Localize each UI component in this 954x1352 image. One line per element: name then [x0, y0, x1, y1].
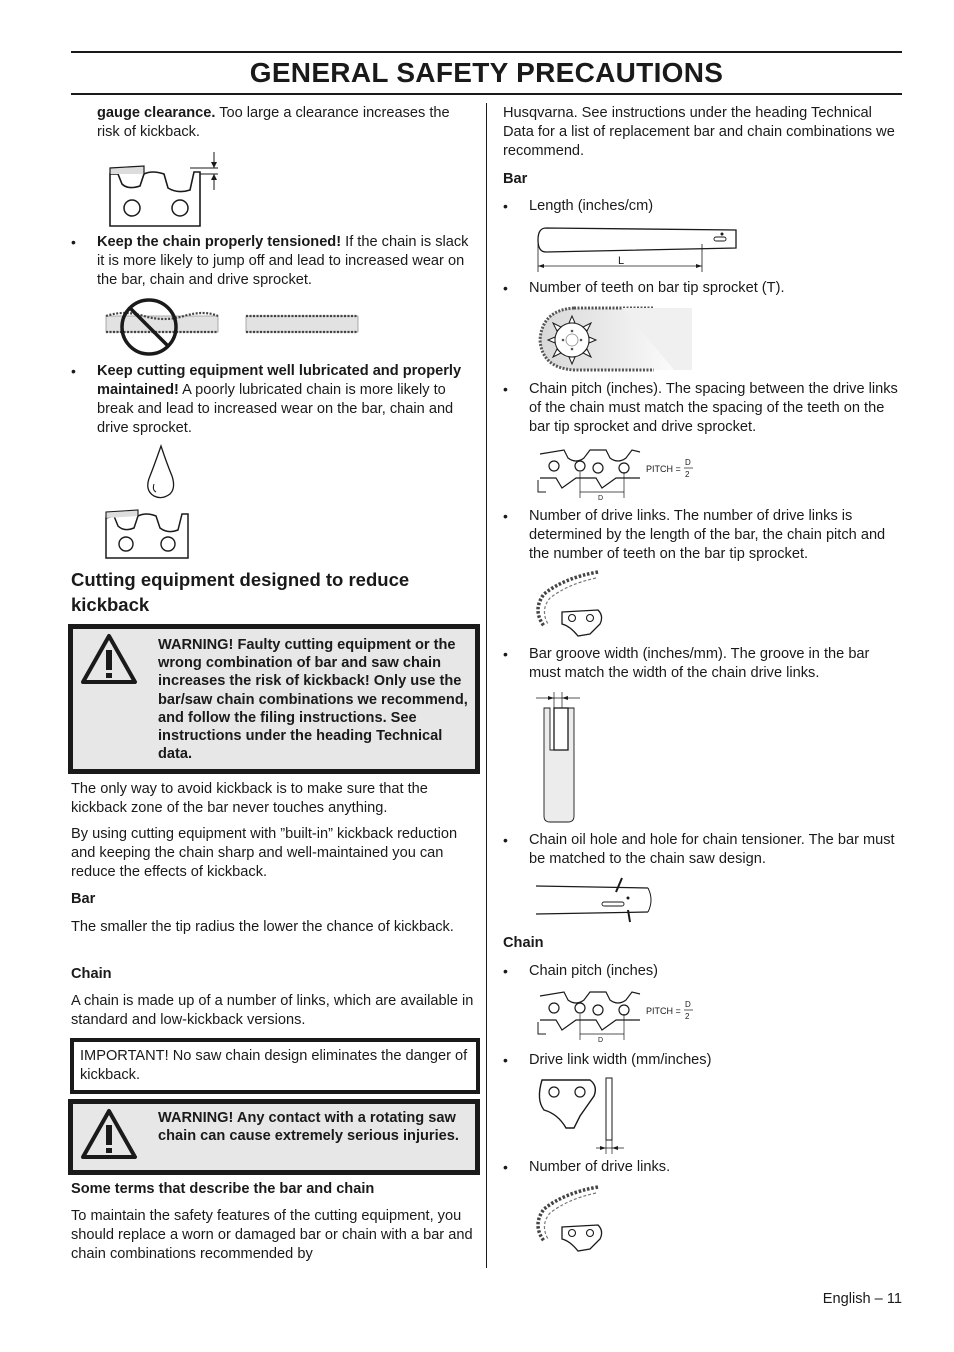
bullet-icon: • — [503, 646, 508, 662]
cutter-depth-gauge-illustration — [104, 150, 224, 230]
section-heading: Cutting equipment designed to reduce kickback — [71, 569, 410, 615]
terms-paragraph: To maintain the safety features of the cutting equipment, you should replace a worn or damaged bar or chain with a bar and chain combinations recommended by — [71, 1208, 473, 1262]
bullet-icon: • — [71, 363, 76, 379]
drive-links-illustration — [534, 1183, 614, 1257]
tension-bold: Keep the chain properly tensioned! — [97, 234, 342, 250]
kickback-paragraph: The only way to avoid kickback is to make sure that the kickback zone of the bar never touches anything. — [71, 781, 428, 816]
warning-text: WARNING! Faulty cutting equipment or the wrong combination of bar and saw chain increases the risk of kickback! Only use the bar/saw chain combinations we recommend, and follow the filing instructions. See instructions under the heading Technical data. — [158, 637, 468, 763]
bar-item: Chain pitch (inches). The spacing between the drive links of the chain must match the spacing of the teeth on the bar tip sprocket and drive sprocket. — [529, 381, 898, 435]
pitch-denominator: 2 — [685, 470, 690, 479]
bullet-icon: • — [503, 1159, 508, 1175]
gauge-clearance-bold: gauge clearance. — [97, 105, 216, 121]
header-rule-top — [71, 51, 902, 53]
bar-heading: Bar — [71, 891, 96, 907]
chain-pitch-illustration — [536, 444, 706, 502]
chain-tension-illustration — [104, 296, 364, 358]
warning-triangle-icon — [80, 633, 138, 685]
important-text: IMPORTANT! No saw chain design eliminates the danger of kickback. — [80, 1048, 468, 1083]
header-rule-bottom — [71, 93, 902, 95]
bullet-icon: • — [503, 280, 508, 296]
bar-item: Bar groove width (inches/mm). The groove in the bar must match the width of the chain drive links. — [529, 646, 870, 681]
chain-heading: Chain — [71, 966, 112, 982]
warning-text: WARNING! Any contact with a rotating saw chain can cause extremely serious injuries. — [158, 1110, 459, 1145]
right-chain-heading: Chain — [503, 935, 544, 951]
bullet-icon: • — [503, 832, 508, 848]
pitch-label: PITCH = — [646, 464, 681, 474]
page-title: GENERAL SAFETY PRECAUTIONS — [249, 57, 724, 88]
bar-item: Number of drive links. The number of drive links is determined by the length of the bar, the chain pitch and the number of teeth on the bar tip sprocket. — [529, 508, 886, 562]
pitch-numerator: D — [685, 458, 691, 467]
chain-item: Chain pitch (inches) — [529, 963, 658, 979]
warning-triangle-icon — [80, 1108, 138, 1160]
bar-item: Length (inches/cm) — [529, 198, 654, 214]
pitch-d-label: D — [598, 1037, 604, 1044]
chain-pitch-illustration — [536, 986, 706, 1044]
chain-item: Number of drive links. — [529, 1159, 671, 1175]
terms-heading: Some terms that describe the bar and chain — [71, 1181, 375, 1197]
bar-tip-sprocket-illustration — [534, 304, 694, 374]
chain-paragraph: A chain is made up of a number of links, which are available in standard and low-kickback versions. — [71, 993, 474, 1028]
tension-text: If the chain is slack it is more likely to jump off and lead to increased wear on the bar, chain and drive sprocket. — [97, 234, 469, 288]
lubrication-paragraph — [97, 362, 475, 438]
reduction-paragraph: By using cutting equipment with ”built-in” kickback reduction and keeping the chain sharp and well-maintained you can reduce the effects of kickback. — [71, 826, 458, 880]
length-label: L — [618, 255, 625, 267]
bar-paragraph: The smaller the tip radius the lower the chance of kickback. — [71, 919, 454, 935]
oil-drop-illustration — [104, 444, 196, 562]
bullet-icon: • — [503, 1052, 508, 1068]
continued-paragraph: Husqvarna. See instructions under the heading Technical Data for a list of replacement bar and chain combinations we recommend. — [503, 105, 895, 159]
chain-item: Drive link width (mm/inches) — [529, 1052, 712, 1068]
gauge-clearance-paragraph — [97, 104, 472, 142]
drive-links-illustration — [534, 568, 614, 642]
bullet-icon: • — [503, 381, 508, 397]
bullet-icon: • — [503, 963, 508, 979]
bar-groove-illustration — [536, 690, 586, 826]
oil-hole-illustration — [536, 876, 656, 924]
column-divider — [486, 103, 487, 1268]
bar-length-illustration — [536, 222, 740, 276]
pitch-numerator: D — [685, 1000, 691, 1009]
bullet-icon: • — [503, 198, 508, 214]
page-footer: English – 11 — [822, 1291, 902, 1307]
drive-link-width-illustration — [536, 1076, 626, 1156]
bullet-icon: • — [71, 234, 76, 250]
bar-item: Number of teeth on bar tip sprocket (T). — [529, 280, 785, 296]
pitch-d-label: D — [598, 495, 604, 502]
bar-item: Chain oil hole and hole for chain tensioner. The bar must be matched to the chain saw design. — [529, 832, 895, 867]
tension-paragraph — [97, 233, 472, 290]
gauge-clearance-text: Too large a clearance increases the risk of kickback. — [97, 105, 450, 140]
lubrication-text: A poorly lubricated chain is more likely to break and lead to increased wear on the bar, chain and drive sprocket. — [97, 382, 454, 436]
lubrication-bold: Keep cutting equipment well lubricated and properly maintained! — [97, 363, 462, 398]
right-bar-heading: Bar — [503, 171, 528, 187]
pitch-denominator: 2 — [685, 1012, 690, 1021]
pitch-label: PITCH = — [646, 1006, 681, 1016]
bullet-icon: • — [503, 508, 508, 524]
